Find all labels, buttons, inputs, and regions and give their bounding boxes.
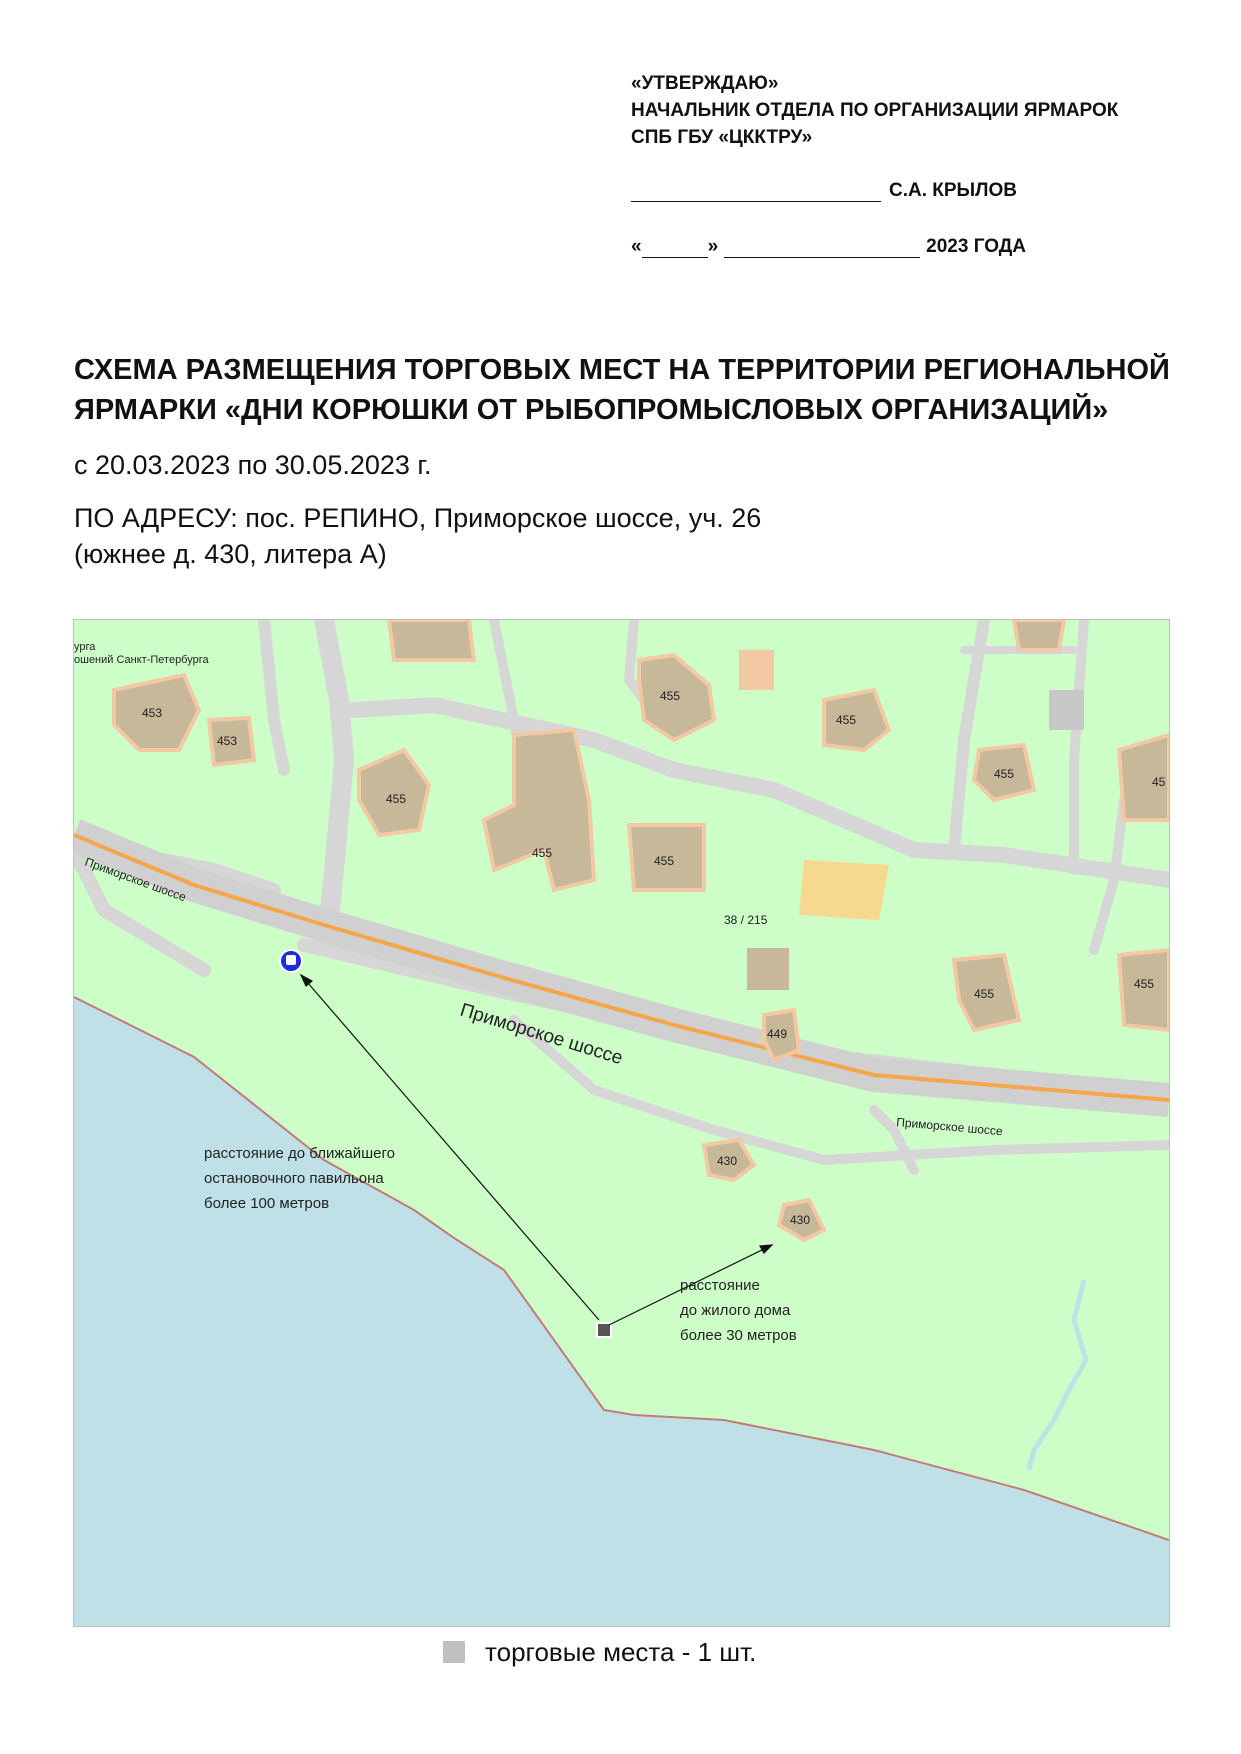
- building-yellow: [799, 860, 889, 920]
- parcel-label: 38 / 215: [724, 913, 768, 927]
- annotation-house-2: до жилого дома: [680, 1302, 791, 1319]
- bn-453a: 453: [142, 706, 163, 720]
- signatory-name: С.А. КРЫЛОВ: [889, 180, 1017, 201]
- approval-block: [631, 70, 1191, 151]
- document-title: [74, 350, 1194, 430]
- bn-455g: 455: [974, 987, 995, 1001]
- approval-line-1: «УТВЕРЖДАЮ»: [631, 73, 779, 94]
- signature-line: [631, 180, 1017, 202]
- legend-label: торговые места - 1 шт.: [485, 1636, 757, 1667]
- annotation-stop-3: более 100 метров: [204, 1195, 330, 1212]
- signature-blank: [631, 183, 881, 202]
- title-line-2: ЯРМАРКИ «ДНИ КОРЮШКИ ОТ РЫБОПРОМЫСЛОВЫХ ОРГАНИЗАЦИЙ»: [74, 394, 1109, 426]
- location-map: [73, 619, 1170, 1627]
- building-small-2: [739, 650, 774, 690]
- title-line-1: СХЕМА РАЗМЕЩЕНИЯ ТОРГОВЫХ МЕСТ НА ТЕРРИТОРИИ РЕГИОНАЛЬНОЙ: [74, 354, 1170, 386]
- trade-place-swatch: [443, 1641, 465, 1663]
- approval-line-2: НАЧАЛЬНИК ОТДЕЛА ПО ОРГАНИЗАЦИИ ЯРМАРОК: [631, 100, 1119, 121]
- map-canvas: [74, 620, 1169, 1626]
- annotation-house-3: более 30 метров: [680, 1327, 797, 1344]
- annotation-stop-1: расстояние до ближайшего: [204, 1145, 395, 1162]
- day-blank: [642, 239, 708, 258]
- fair-address: [74, 500, 761, 572]
- address-line-2: (южнее д. 430, литера А): [74, 539, 387, 569]
- stream: [1029, 1280, 1086, 1470]
- road-label-left: Приморское шоссе: [82, 854, 188, 905]
- approval-line-3: СПБ ГБУ «ЦККТРУ»: [631, 127, 813, 148]
- bn-455c: 455: [994, 767, 1015, 781]
- bn-455i: 45: [1152, 775, 1166, 789]
- month-blank: [724, 239, 920, 258]
- bn-455e: 455: [532, 846, 553, 860]
- building-455a: [389, 620, 474, 660]
- date-year: 2023 ГОДА: [926, 236, 1027, 257]
- bus-stop-icon: [280, 950, 302, 972]
- road-label-main: Приморское шоссе: [457, 999, 626, 1070]
- bn-455h: 455: [1134, 977, 1155, 991]
- fair-period: с 20.03.2023 по 30.05.2023 г.: [74, 450, 432, 480]
- road-label-right: Приморское шоссе: [895, 1115, 1004, 1139]
- building-small-1: [1014, 620, 1064, 650]
- date-quote-close: »: [707, 236, 719, 257]
- map-legend: [443, 1632, 756, 1672]
- bn-455f: 455: [654, 854, 675, 868]
- bn-453b: 453: [217, 734, 238, 748]
- bn-455a: 455: [660, 689, 681, 703]
- annotation-house-1: расстояние: [680, 1277, 760, 1294]
- corner-label-1: урга: [74, 641, 96, 653]
- building-455c: [484, 730, 594, 890]
- address-line-1: ПО АДРЕСУ: пос. РЕПИНО, Приморское шоссе, уч. 26: [74, 503, 762, 533]
- building-455f: [824, 690, 889, 750]
- annotation-stop-2: остановочного павильона: [204, 1170, 384, 1187]
- bn-455b: 455: [836, 713, 857, 727]
- bn-430a: 430: [717, 1154, 738, 1168]
- building-small-3: [1049, 690, 1084, 730]
- trade-place-marker: [597, 1323, 611, 1337]
- date-quote-open: «: [631, 236, 642, 257]
- building-center: [747, 948, 789, 990]
- bn-430b: 430: [790, 1213, 811, 1227]
- corner-label-2: ошений Санкт-Петербурга: [74, 654, 209, 666]
- bn-455d: 455: [386, 792, 407, 806]
- date-line: [631, 236, 1026, 258]
- bn-449: 449: [767, 1027, 788, 1041]
